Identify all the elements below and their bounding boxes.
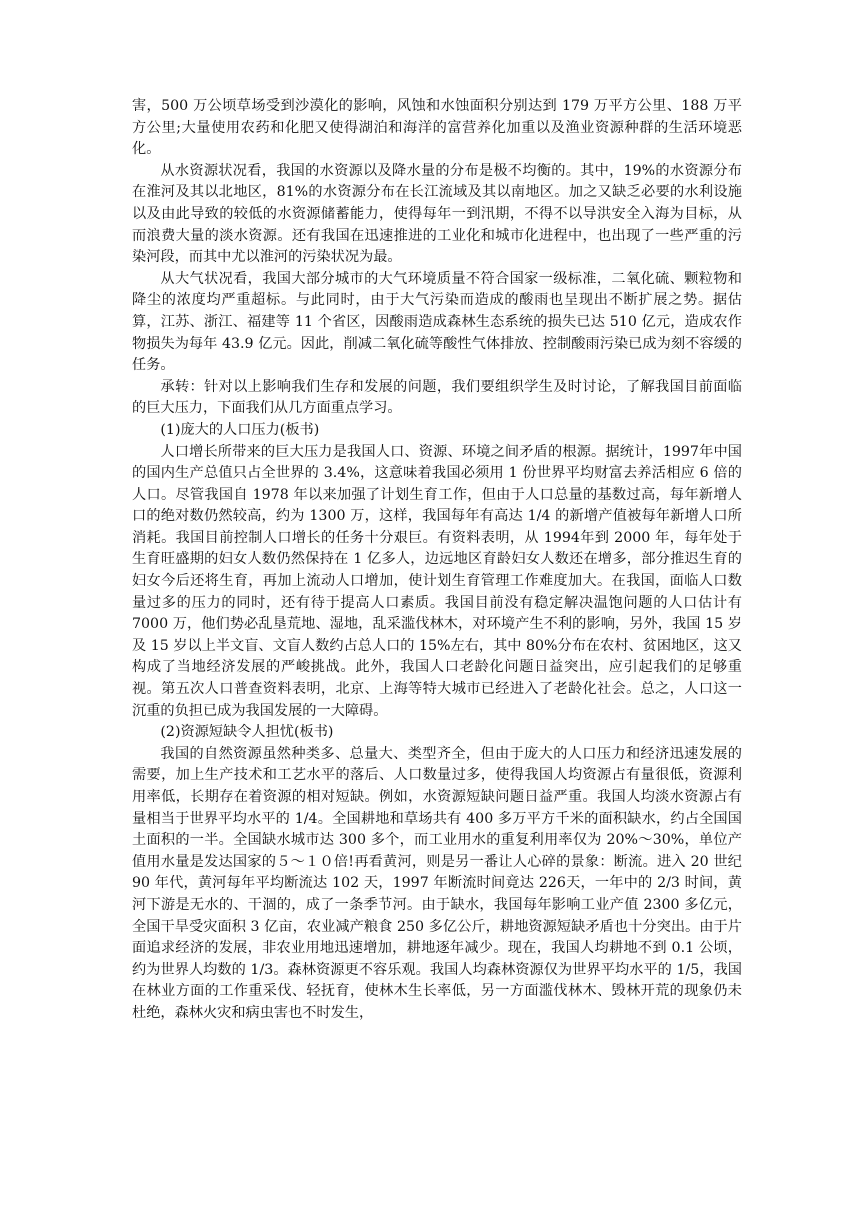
document-page [132,96,742,1025]
paragraph-transition: 承转：针对以上影响我们生存和发展的问题，我们要组织学生及时讨论，了解我国目前面临的巨大压力，下面我们从几方面重点学习。 [132,378,742,417]
section-heading-population: (1)庞大的人口压力(板书) [160,421,320,438]
paragraph-water-resources: 从水资源状况看，我国的水资源以及降水量的分布是极不均衡的。其中，19%的水资源分布在淮河及其以北地区，81%的水资源分布在长江流域及其以南地区。加之又缺乏必要的水利设施以及由此导致的较低的水资源储蓄能力，使得每年一到汛期，不得不以导洪安全入海为目标，从而浪费大量的淡水资源。还有我国在迅速推进的工业化和城市化进程中，也出现了一些严重的污染河段，而其中尤以淮河的污染状况为最。 [132,162,742,266]
paragraph-population-pressure: 人口增长所带来的巨大压力是我国人口、资源、环境之间矛盾的根源。据统计，1997年中国的国内生产总值只占全世界的 3.4%，这意味着我国必须用 1 份世界平均财富去养活相应 6 倍的人口。尽管我国自 1978 年以来加强了计划生育工作，但由于人口总量的基数过高，每年新增人口的绝对数仍然较高，约为 1300 万，这样，我国每年有高达 1/4 的新增产值被每年新增人口所消耗。我国目前控制人口增长的任务十分艰巨。有资料表明，从 1994年到 2000 年，每年处于生育旺盛期的妇女人数仍然保持在 1 亿多人，边远地区育龄妇女人数还在增多，部分推迟生育的妇女今后还将生育，再加上流动人口增加，使计划生育管理工作难度加大。在我国，面临人口数量过多的压力的同时，还有待于提高人口素质。我国目前没有稳定解决温饱问题的人口估计有 7000 万，他们势必乱垦荒地、湿地，乱采滥伐林木，对环境产生不利的影响，另外，我国 15 岁及 15 岁以上半文盲、文盲人数约占总人口的 15%左右，其中 80%分布在农村、贫困地区，这又构成了当地经济发展的严峻挑战。此外，我国人口老龄化问题日益突出，应引起我们的足够重视。第五次人口普查资料表明，北京、上海等特大城市已经进入了老龄化社会。总之，人口这一沉重的负担已成为我国发展的一大障碍。 [132,443,742,719]
paragraph-atmosphere: 从大气状况看，我国大部分城市的大气环境质量不符合国家一级标准，二氧化硫、颗粒物和降尘的浓度均严重超标。与此同时，由于大气污染而造成的酸雨也呈现出不断扩展之势。据估算，江苏、浙江、福建等 11 个省区，因酸雨造成森林生态系统的损失已达 510 亿元，造成农作物损失为每年 43.9 亿元。因此，削减二氧化硫等酸性气体排放、控制酸雨污染已成为刻不容缓的任务。 [132,270,742,374]
section-heading-resources: (2)资源短缺令人担忧(板书) [160,724,334,741]
paragraph-continuation: 害，500 万公顷草场受到沙漠化的影响，风蚀和水蚀面积分别达到 179 万平方公里、188 万平方公里;大量使用农药和化肥又使得湖泊和海洋的富营养化加重以及渔业资源种群的生活环境恶化。 [132,98,742,158]
paragraph-resource-shortage: 我国的自然资源虽然种类多、总量大、类型齐全，但由于庞大的人口压力和经济迅速发展的需要，加上生产技术和工艺水平的落后、人口数量过多，使得我国人均资源占有量很低，资源利用率低，长期存在着资源的相对短缺。例如，水资源短缺问题日益严重。我国人均淡水资源占有量相当于世界平均水平的 1/4。全国耕地和草场共有 400 多万平方千米的面积缺水，约占全国国土面积的一半。全国缺水城市达 300 多个，而工业用水的重复利用率仅为 20%～30%，单位产值用水量是发达国家的５～１０倍!再看黄河，则是另一番让人心碎的景象：断流。进入 20 世纪 90 年代，黄河每年平均断流达 102 天，1997 年断流时间竟达 226天，一年中的 2/3 时间，黄河下游是无水的、干涸的，成了一条季节河。由于缺水，我国每年影响工业产值 2300 多亿元，全国干旱受灾面积 3 亿亩，农业减产粮食 250 多亿公斤，耕地资源短缺矛盾也十分突出。由于片面追求经济的发展，非农业用地迅速增加，耕地逐年减少。现在，我国人均耕地不到 0.1 公顷，约为世界人均数的 1/3。森林资源更不容乐观。我国人均森林资源仅为世界平均水平的 1/5，我国在林业方面的工作重采伐、轻抚育，使林木生长率低，另一方面滥伐林木、毁林开荒的现象仍未杜绝，森林火灾和病虫害也不时发生， [132,745,742,1021]
